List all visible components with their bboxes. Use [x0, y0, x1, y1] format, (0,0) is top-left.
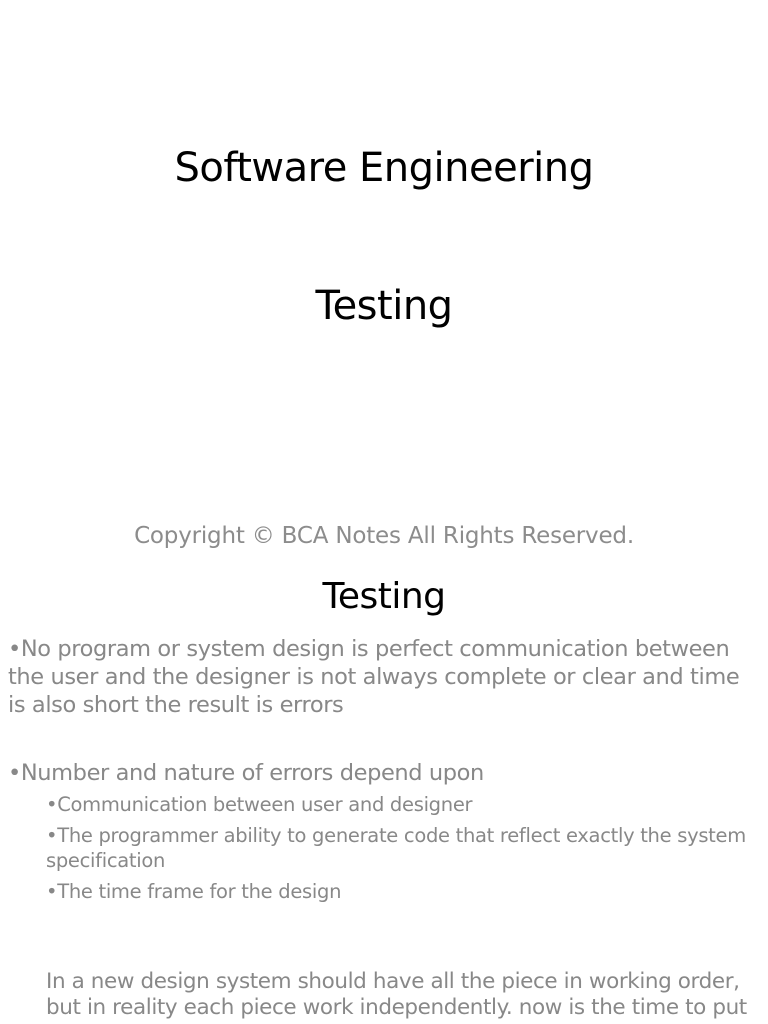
sub-bullet-item: •Communication between user and designer [46, 793, 473, 816]
sub-bullet-item: •The time frame for the design [46, 880, 342, 903]
copyright-notice: Copyright © BCA Notes All Rights Reserved. [134, 523, 634, 549]
slide-subtitle: Testing [315, 283, 453, 329]
content-slide [0, 576, 768, 1024]
slide-title: Software Engineering [174, 145, 594, 191]
body-paragraph: In a new design system should have all the piece in working order, but in reality each piece work independently. now is the time to put [46, 969, 747, 1020]
sub-bullet-item: •The programmer ability to generate code that reflect exactly the system specification [46, 824, 746, 872]
content-slide-title: Testing [322, 576, 446, 617]
bullet-item-2: •Number and nature of errors depend upon [8, 760, 484, 786]
bullet-item-1: •No program or system design is perfect communication between the user and the designer is not always complete or clear and time is also short the result is errors [8, 636, 740, 718]
